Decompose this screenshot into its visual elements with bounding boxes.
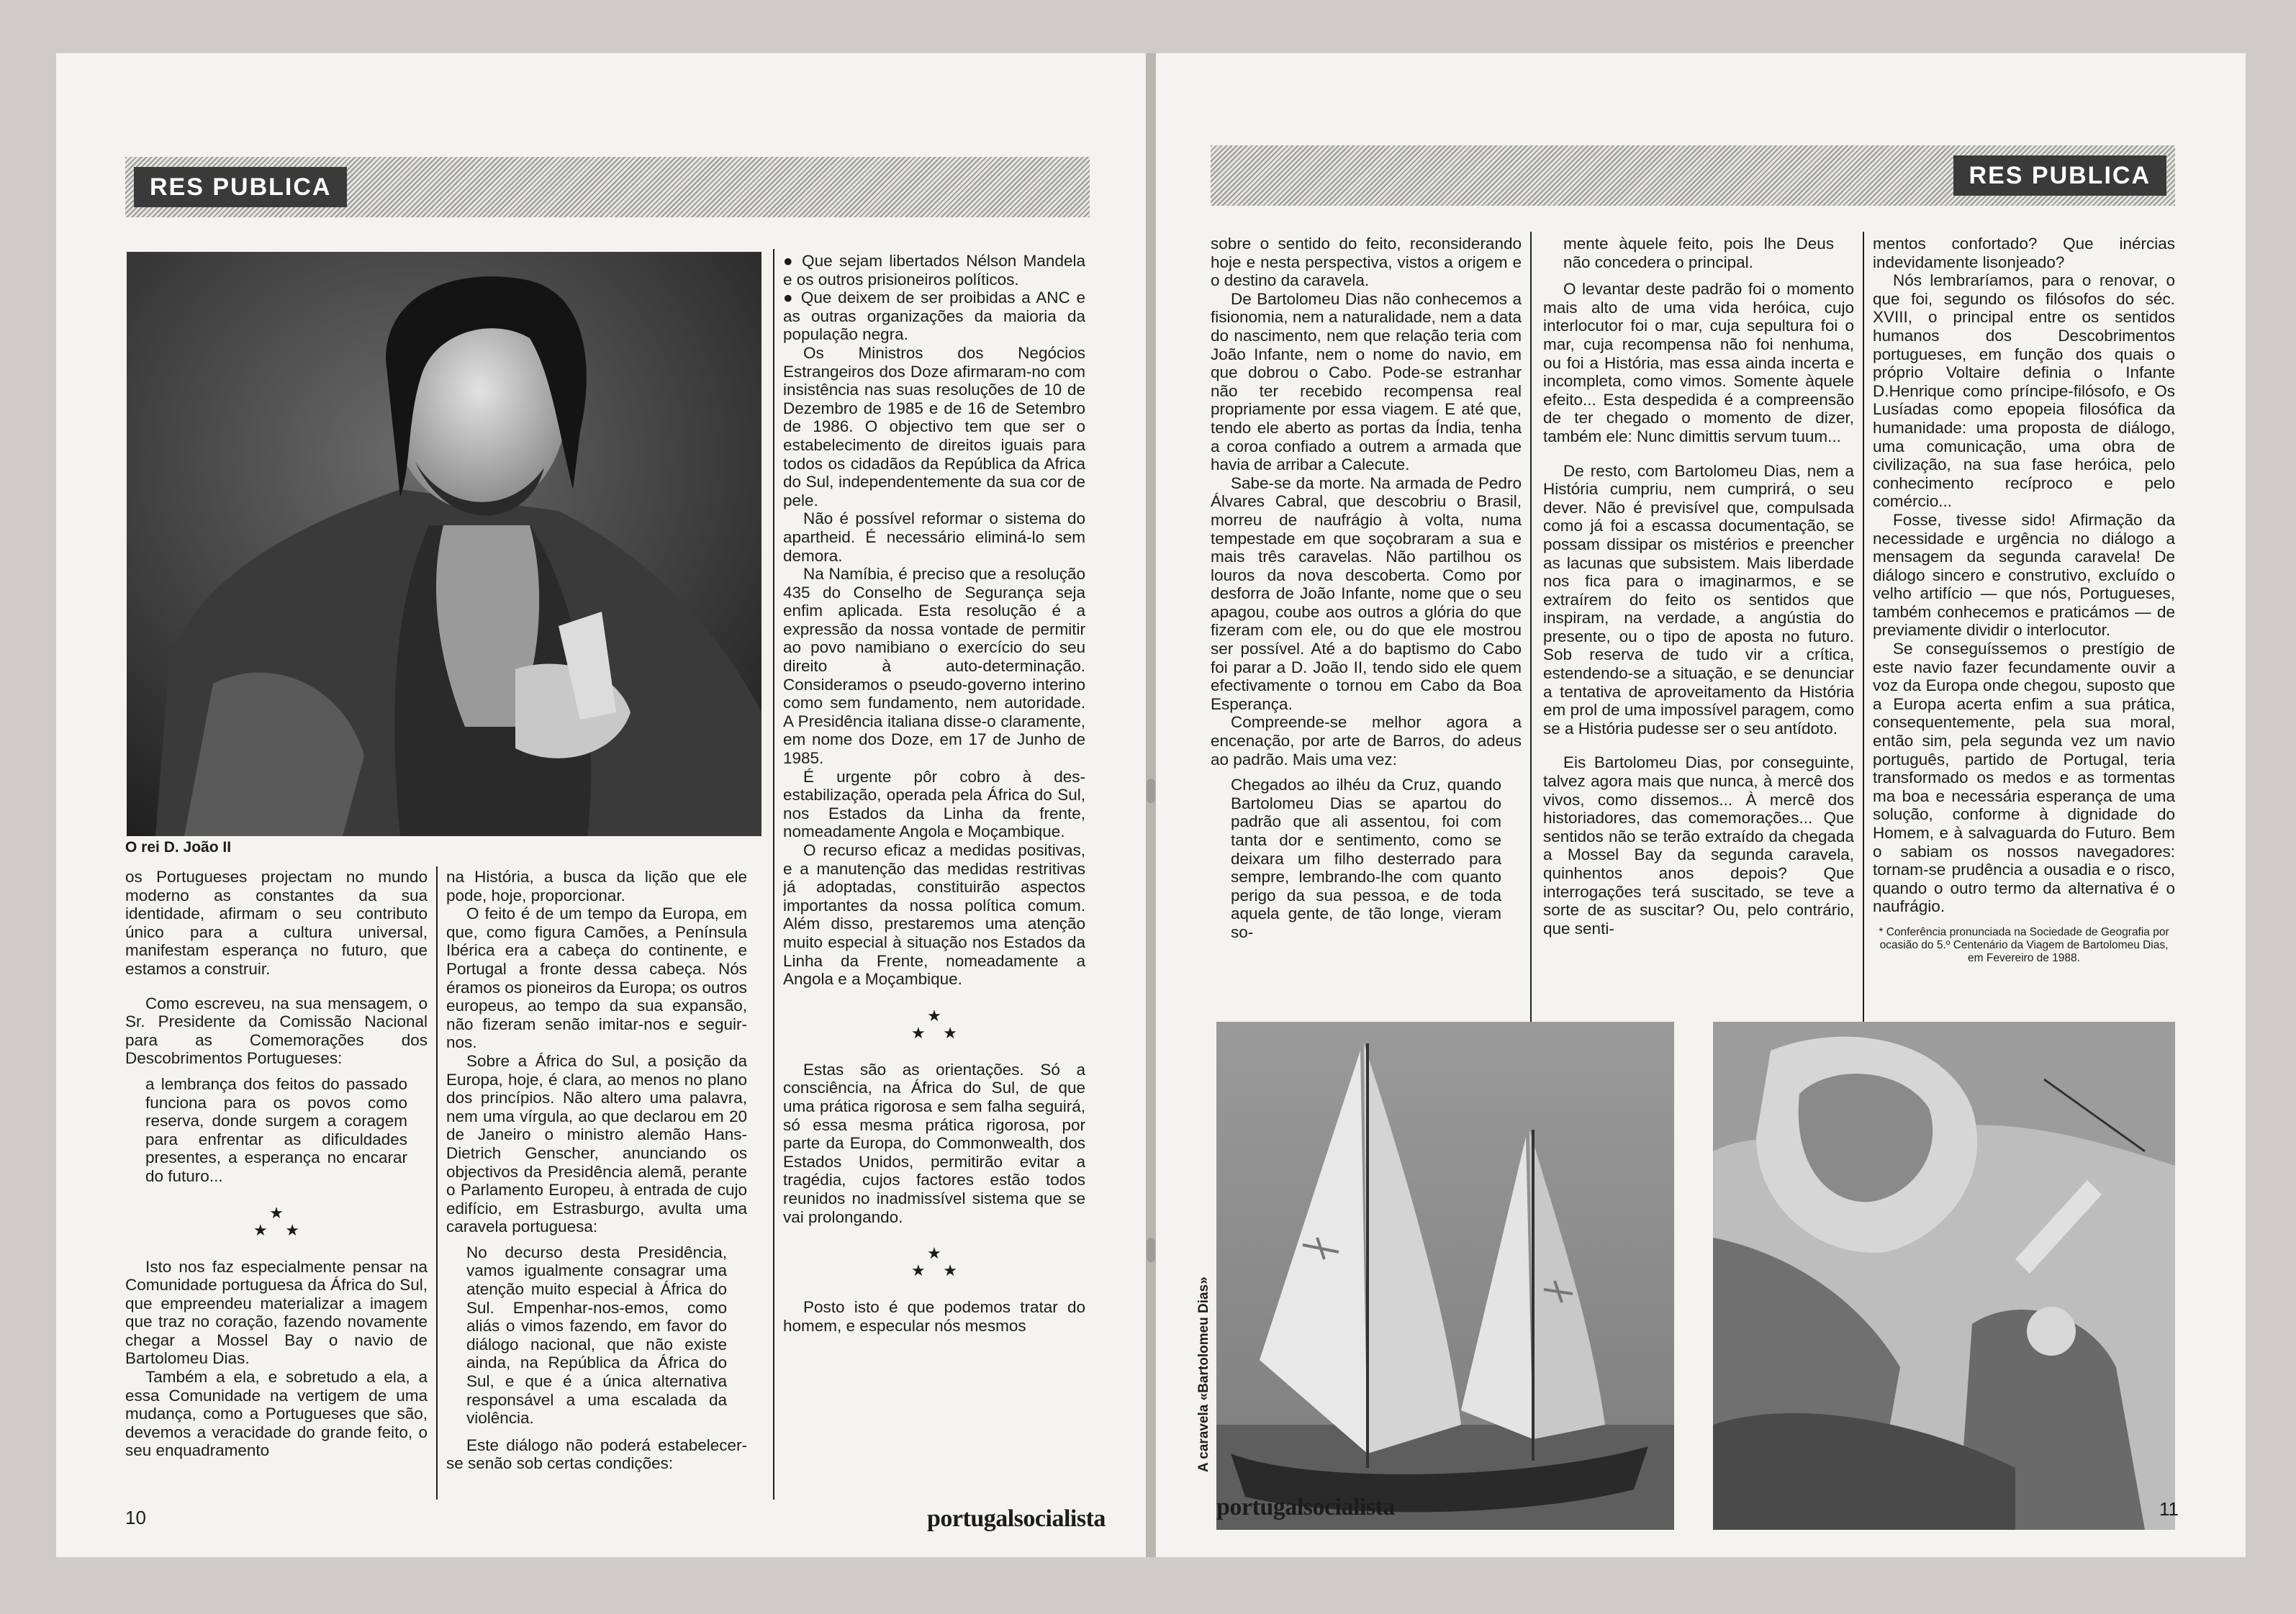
paragraph: Este diálogo não poderá estabelecer-se senão sob certas condições: — [446, 1436, 747, 1473]
masthead: portugalsocialista — [1216, 1494, 1395, 1520]
paragraph: Compreende-se melhor agora a encenação, por arte de Barros, do adeus ao padrão. Mais uma vez: — [1211, 713, 1522, 769]
left-col-2 — [446, 868, 747, 1501]
paragraph: Na Namíbia, é preciso que a resolução 435 do Conselho de Segurança seja enfim aplicada. Esta resolução é a expressão da nossa vontade de permitir ao povo namibiano o exercício do seu direito à auto-determinação. Consideramos o pseudo-governo interino como sem fundamento, nem autoridade. A Presidência italiana disse-o claramente, em nome dos Doze, em 17 de Junho de 1985. — [783, 565, 1085, 768]
column-rule — [773, 249, 774, 1500]
page-number: 11 — [2159, 1498, 2179, 1520]
paragraph: Sobre a África do Sul, a posição da Europa, hoje, é clara, ao menos no plano dos princípios. Não altero uma palavra, nem uma vírgula, ao que declarou em 20 de Janeiro o ministro alemão Hans-Dietrich Genscher, anunciando os objectivos da Presidência alemã, perante o Parlamento Europeu, à entrada de cujo edifício, em Estrasburgo, avulta uma caravela portuguesa: — [446, 1051, 747, 1236]
staple — [1147, 779, 1155, 803]
paragraph: O feito é de um tempo da Europa, em que, como figura Camões, a Península Ibérica era a cabeça do continente, e Portugal a fronte dessa cabeça. Nós éramos os pioneiros da Europa; os outros europeus, ao tempo da sua expansão, não fizeram senão imitar-nos e seguir-nos. — [446, 905, 747, 1052]
paragraph: O recurso eficaz a medidas positivas, e a manutenção das medidas restritivas já adoptadas, constituirão aspectos importantes da nossa política comum. Além disso, prestaremos uma atenção muito especial à situação nos Estados da Linha da Frente, nomeadamente a Angola e a Moçambique. — [783, 841, 1085, 989]
quotation: No decurso desta Presidência, vamos igualmente consagrar uma atenção muito especial à África do Sul. Empenhar-nos-emos, como aliás o vimos fazendo, em favor do diálogo nacional, que não existe ainda, na República da África do Sul, e que é a única alternativa responsável a uma escalada da violência. — [466, 1243, 727, 1428]
right-page — [1156, 53, 2246, 1557]
left-col-3 — [783, 252, 1085, 1501]
right-col-3 — [1873, 235, 2175, 1055]
paragraph: os Portugueses projectam no mundo moderno as constantes da sua identidade, afirmam o seu contributo único para a cultura universal, manifestam esperança no futuro, que estamos a construir. — [125, 868, 428, 978]
paragraph: O levantar deste padrão foi o momento mais alto de uma vida heróica, cujo interlocutor foi o mar, cuja sepultura foi o mar, cuja recompensa não foi nenhuma, ou foi a História, mas essa ainda incerta e incompleta, como vimos. Somente àquele efeito... Esta despedida é a compreensão de ter chegado o momento de dizer, também ele: Nunc dimittis servum tuum... — [1543, 280, 1854, 445]
paragraph: mentos confortado? Que inércias indevidamente lisonjeado? — [1873, 235, 2175, 271]
paragraph: É urgente pôr cobro à des-estabilização, operada pela África do Sul, nos Estados da Linha da frente, nomeadamente Angola e Moçambique. — [783, 767, 1085, 841]
quotation: Chegados ao ilhéu da Cruz, quando Bartolomeu Dias se apartou do padrão que ali assentou, foi com tanta dor e sentimento, como se deixara um filho desterrado para sempre, lembrando-lhe com quanto perigo da sua pessoa, e de toda aquela gente, de tão longe, vieram so- — [1231, 776, 1501, 941]
paragraph: Sabe-se da morte. Na armada de Pedro Álvares Cabral, que descobriu o Brasil, morreu de naufrágio à volta, numa tempestade em que soçobraram a sua e mais três caravelas. Não partilhou os louros da nova descoberta. Como por desforra de João Infante, nome que o seu apagou, coube aos outros a glória do que fizeram com ele, ou do que ele mostrou ser possível. Até a do baptismo do Cabo foi parar a D. João II, tendo sido ele quem efectivamente o tornou em Cabo da Boa Esperança. — [1211, 473, 1522, 713]
paragraph: Nós lembraríamos, para o renovar, o que foi, segundo os filósofos do séc. XVIII, o principal entre os sentidos humanos dos Descobrimentos portugueses, em função dos quais o próprio Voltaire definia o Infante D.Henrique como príncipe-filósofo, e Os Lusíadas como epopeia filosófica da humanidade: uma proposta de diálogo, uma comunicação, uma obra de civilização, na sua fase heróica, pelo conhecimento recíproco e pelo comércio... — [1873, 271, 2175, 511]
quotation: a lembrança dos feitos do passado funciona para os povos como reserva, donde surgem a coragem para enfrentar as dificuldades presentes, a esperança no encarar do futuro... — [145, 1074, 407, 1185]
paragraph: Eis Bartolomeu Dias, por conseguinte, talvez agora mais que nunca, à mercê dos vivos, como dissemos... À mercê dos historiadores, das comemorações... Que sentidos não se terão extraído da chegada a Mossel Bay da segunda caravela, quinhentos anos depois? Que interrogações terá suscitado, se teve a sorte de as suscitar? Ou, pelo contrário, que senti- — [1543, 753, 1854, 938]
engraving-illustration — [1713, 1022, 2175, 1530]
page-number: 10 — [125, 1507, 146, 1528]
caravel-caption: A caravela «Bartolomeu Dias» — [1196, 1277, 1211, 1472]
left-col-1 — [125, 868, 428, 1501]
paragraph: sobre o sentido do feito, reconsiderando hoje e nesta perspectiva, vistos a origem e o destino da caravela. — [1211, 235, 1522, 290]
section-label: RES PUBLICA — [1953, 155, 2166, 196]
footnote: * Conferência pronunciada na Sociedade de Geografia por ocasião do 5.º Centenário da Viagem de Bartolomeu Dias, em Fevereiro de 1988. — [1879, 925, 2169, 964]
paragraph: Posto isto é que podemos tratar do homem, e especular nós mesmos — [783, 1298, 1085, 1335]
bullet-item: ● Que deixem de ser proibidas a ANC e as outras organizações da maioria da população negra. — [783, 289, 1085, 344]
paragraph: Não é possível reformar o sistema do apartheid. É necessário eliminá-lo sem demora. — [783, 509, 1085, 565]
quotation: mente àquele feito, pois lhe Deus não concedera o principal. — [1563, 235, 1834, 271]
masthead: portugalsocialista — [927, 1505, 1106, 1532]
staple — [1147, 1238, 1155, 1262]
right-col-2 — [1543, 235, 1854, 1055]
section-band — [1211, 145, 2175, 206]
caravel-photo — [1216, 1022, 1674, 1530]
portrait-caption: O rei D. João II — [125, 839, 232, 856]
left-page — [56, 53, 1146, 1557]
section-label: RES PUBLICA — [134, 167, 347, 207]
section-divider-stars: ★ ★ ★ — [911, 1244, 957, 1280]
column-rule — [1863, 232, 1864, 1059]
column-rule — [436, 866, 438, 1500]
paragraph: Como escreveu, na sua mensagem, o Sr. Presidente da Comissão Nacional para as Comemorações dos Descobrimentos Portugueses: — [125, 994, 428, 1068]
paragraph: Isto nos faz especialmente pensar na Comunidade portuguesa da África do Sul, que empreendeu materializar a imagem que traz no coração, fazendo novamente chegar a Mossel Bay o navio de Bartolomeu Dias. — [125, 1257, 428, 1368]
paragraph: Se conseguíssemos o prestígio de este navio fazer fecundamente ouvir a voz da Europa onde chegou, suposto que a Europa acerta enfim a sua prática, consequentemente, pela sua moral, então sim, pela segunda vez um navio português, partido de Portugal, teria transformado os medos e as tormentas ma boa e necessária esperança de uma solução, conforme à dignidade do Homem, e à salvaguarda do Futuro. Bem o sabiam os nossos navegadores: tornam-se prudência a ousadia e o risco, quando o outro termo da alternativa é o naufrágio. — [1873, 640, 2175, 916]
section-band — [125, 157, 1090, 217]
portrait-photo — [127, 252, 761, 836]
paragraph: Fosse, tivesse sido! Afirmação da necessidade e urgência no diálogo a mensagem da segunda caravela! De diálogo sincero e construtivo, excluído o velho artifício — que nós, Portugueses, também conhecemos e praticámos — de previamente dividir o interlocutor. — [1873, 510, 2175, 640]
right-col-1 — [1211, 235, 1522, 1055]
column-rule — [1530, 232, 1532, 1059]
bullet-item: ● Que sejam libertados Nélson Mandela e os outros prisioneiros políticos. — [783, 252, 1085, 289]
paragraph: na História, a busca da lição que ele pode, hoje, proporcionar. — [446, 868, 747, 905]
section-divider-stars: ★ ★ ★ — [253, 1203, 299, 1239]
paragraph: De resto, com Bartolomeu Dias, nem a História cumpriu, nem cumprirá, o seu dever. Não é previsível que, compulsada como já foi a escassa documentação, se possam dissipar os mistérios e preencher as lacunas que subsistem. Mais liberdade nos fica para o imaginarmos, e se extraírem do feito os sentidos que inspiram, na verdade, a angústia do presente, ou o tipo de aposta no futuro. Sob reserva de tudo vir a crítica, estendendo-se a situação, e se denunciar a tentativa de aproveitamento da História em prol de uma impossível paragem, como se a História pudesse ser o seu antídoto. — [1543, 461, 1854, 738]
binding-gutter — [1146, 53, 1156, 1557]
paragraph: Estas são as orientações. Só a consciência, na África do Sul, de que uma prática rigorosa e sem falha seguirá, só essa mesma prática rigorosa, por parte da Europa, do Commonwealth, dos Estados Unidos, permitirão evitar a tragédia, cujos factores estão todos reunidos no inadmissível sistema que se vai prolongando. — [783, 1060, 1085, 1226]
section-divider-stars: ★ ★ ★ — [911, 1006, 957, 1042]
paragraph: De Bartolomeu Dias não conhecemos a fisionomia, nem a naturalidade, nem a data do nascimento, nem que relação teria com João Infante, nem o nome do navio, em que dobrou o Cabo. Pode-se estranhar não ter recebido recompensa real propriamente por essa viagem. E até que, tendo ele aberto as portas da Índia, tenha a coroa confiado a outrem a armada que havia de arribar a Calecute. — [1211, 289, 1522, 474]
paragraph: Os Ministros dos Negócios Estrangeiros dos Doze afirmaram-no com insistência nas suas resoluções de 10 de Dezembro de 1985 e de 16 de Setembro de 1986. O objectivo tem que ser o estabelecimento de direitos iguais para todos os cidadãos da República da Africa do Sul, independentemente da sua cor de pele. — [783, 343, 1085, 509]
paragraph: Também a ela, e sobretudo a ela, a essa Comunidade na vertigem de uma mudança, como a Portugueses que são, devemos a veracidade do grande feito, o seu enquadramento — [125, 1368, 428, 1460]
